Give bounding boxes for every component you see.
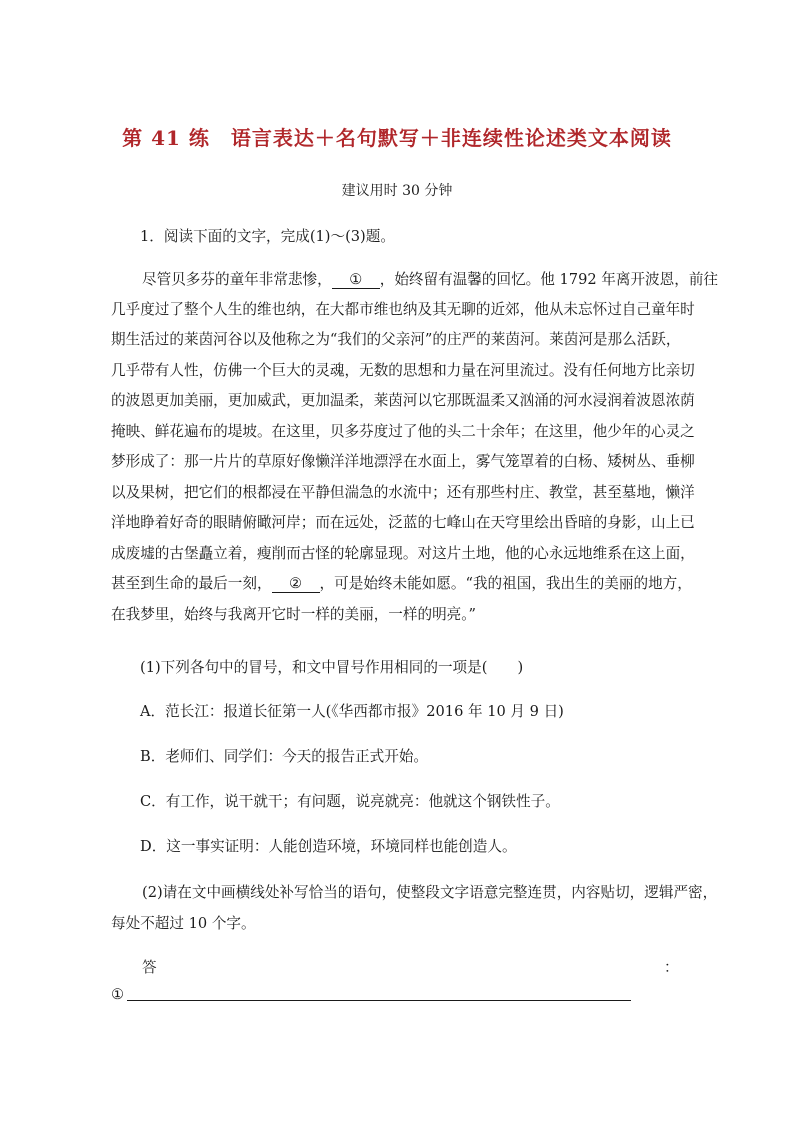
option-b: B．老师们、同学们：今天的报告正式开始。 [140, 748, 429, 765]
passage-line-5: 的波恩更加美丽，更加威武，更加温柔，莱茵河以它那既温柔又汹涌的河水浸润着波恩浓荫 [111, 392, 695, 409]
option-d: D．这一事实证明：人能创造环境，环境同样也能创造人。 [140, 838, 517, 855]
sub-question-1-close: ) [517, 659, 524, 676]
question-1-stem: 1．阅读下面的文字，完成(1)～(3)题。 [140, 228, 395, 245]
sub-question-1-stem [140, 656, 523, 677]
sub-question-2-line-1: (2)请在文中画横线处补写恰当的语句，使整段文字语意完整连贯，内容贴切，逻辑严密， [142, 884, 718, 901]
answer-item-1-label: ① [111, 986, 125, 1003]
passage-line-9: 洋地睁着好奇的眼睛俯瞰河岸；而在远处，泛蓝的七峰山在天穹里绘出昏暗的身影，山上已 [111, 514, 695, 531]
answer-colon: ： [664, 959, 679, 976]
passage-text: ，始终留有温馨的回忆。他 1792 年离开波恩，前往 [379, 271, 719, 288]
passage-line-8: 以及果树，把它们的根都浸在平静但湍急的水流中；还有那些村庄、教堂，甚至墓地，懒洋 [111, 484, 695, 501]
passage-line-1 [142, 268, 718, 289]
sub-question-1-text: (1)下列各句中的冒号，和文中冒号作用相同的一项是( [140, 659, 488, 676]
sub-question-2-line-2: 每处不超过 10 个字。 [111, 915, 256, 932]
blank-2: ② [272, 576, 320, 593]
passage-line-7: 梦形成了：那一片片的草原好像懒洋洋地漂浮在水面上，雾气笼罩着的白杨、矮树丛、垂柳 [111, 453, 695, 470]
passage-line-11 [111, 572, 692, 593]
passage-line-10: 成废墟的古堡矗立着，瘦削而古怪的轮廓显现。对这片土地，他的心永远地维系在这上面， [111, 545, 695, 562]
answer-label: 答 [142, 959, 157, 976]
option-c: C．有工作，说干就干；有问题，说亮就亮：他就这个钢铁性子。 [140, 793, 560, 810]
passage-text: ，可是始终未能如愿。“我的祖国，我出生的美丽的地方， [319, 575, 692, 592]
passage-text: 甚至到生命的最后一刻， [111, 575, 272, 592]
blank-1: ① [332, 272, 380, 289]
passage-text: 尽管贝多芬的童年非常悲惨， [142, 271, 332, 288]
passage-line-3: 期生活过的莱茵河谷以及他称之为“我们的父亲河”的庄严的莱茵河。莱茵河是那么活跃， [111, 331, 681, 348]
answer-line-1[interactable] [127, 1000, 631, 1001]
page-title: 第 41 练 语言表达＋名句默写＋非连续性论述类文本阅读 [122, 126, 672, 150]
passage-line-2: 几乎度过了整个人生的维也纳，在大都市维也纳及其无聊的近郊，他从未忘怀过自己童年时 [111, 301, 695, 318]
passage-line-12: 在我梦里，始终与我离开它时一样的美丽，一样的明亮。” [111, 606, 477, 623]
passage-line-6: 掩映、鲜花遍布的堤坡。在这里，贝多芬度过了他的头二十余年；在这里，他少年的心灵之 [111, 423, 695, 440]
option-a: A．范长江：报道长征第一人(《华西都市报》2016 年 10 月 9 日) [140, 703, 564, 720]
time-suggestion: 建议用时 30 分钟 [341, 183, 453, 199]
passage-line-4: 几乎带有人性，仿佛一个巨大的灵魂，无数的思想和力量在河里流过。没有任何地方比亲切 [111, 362, 695, 379]
